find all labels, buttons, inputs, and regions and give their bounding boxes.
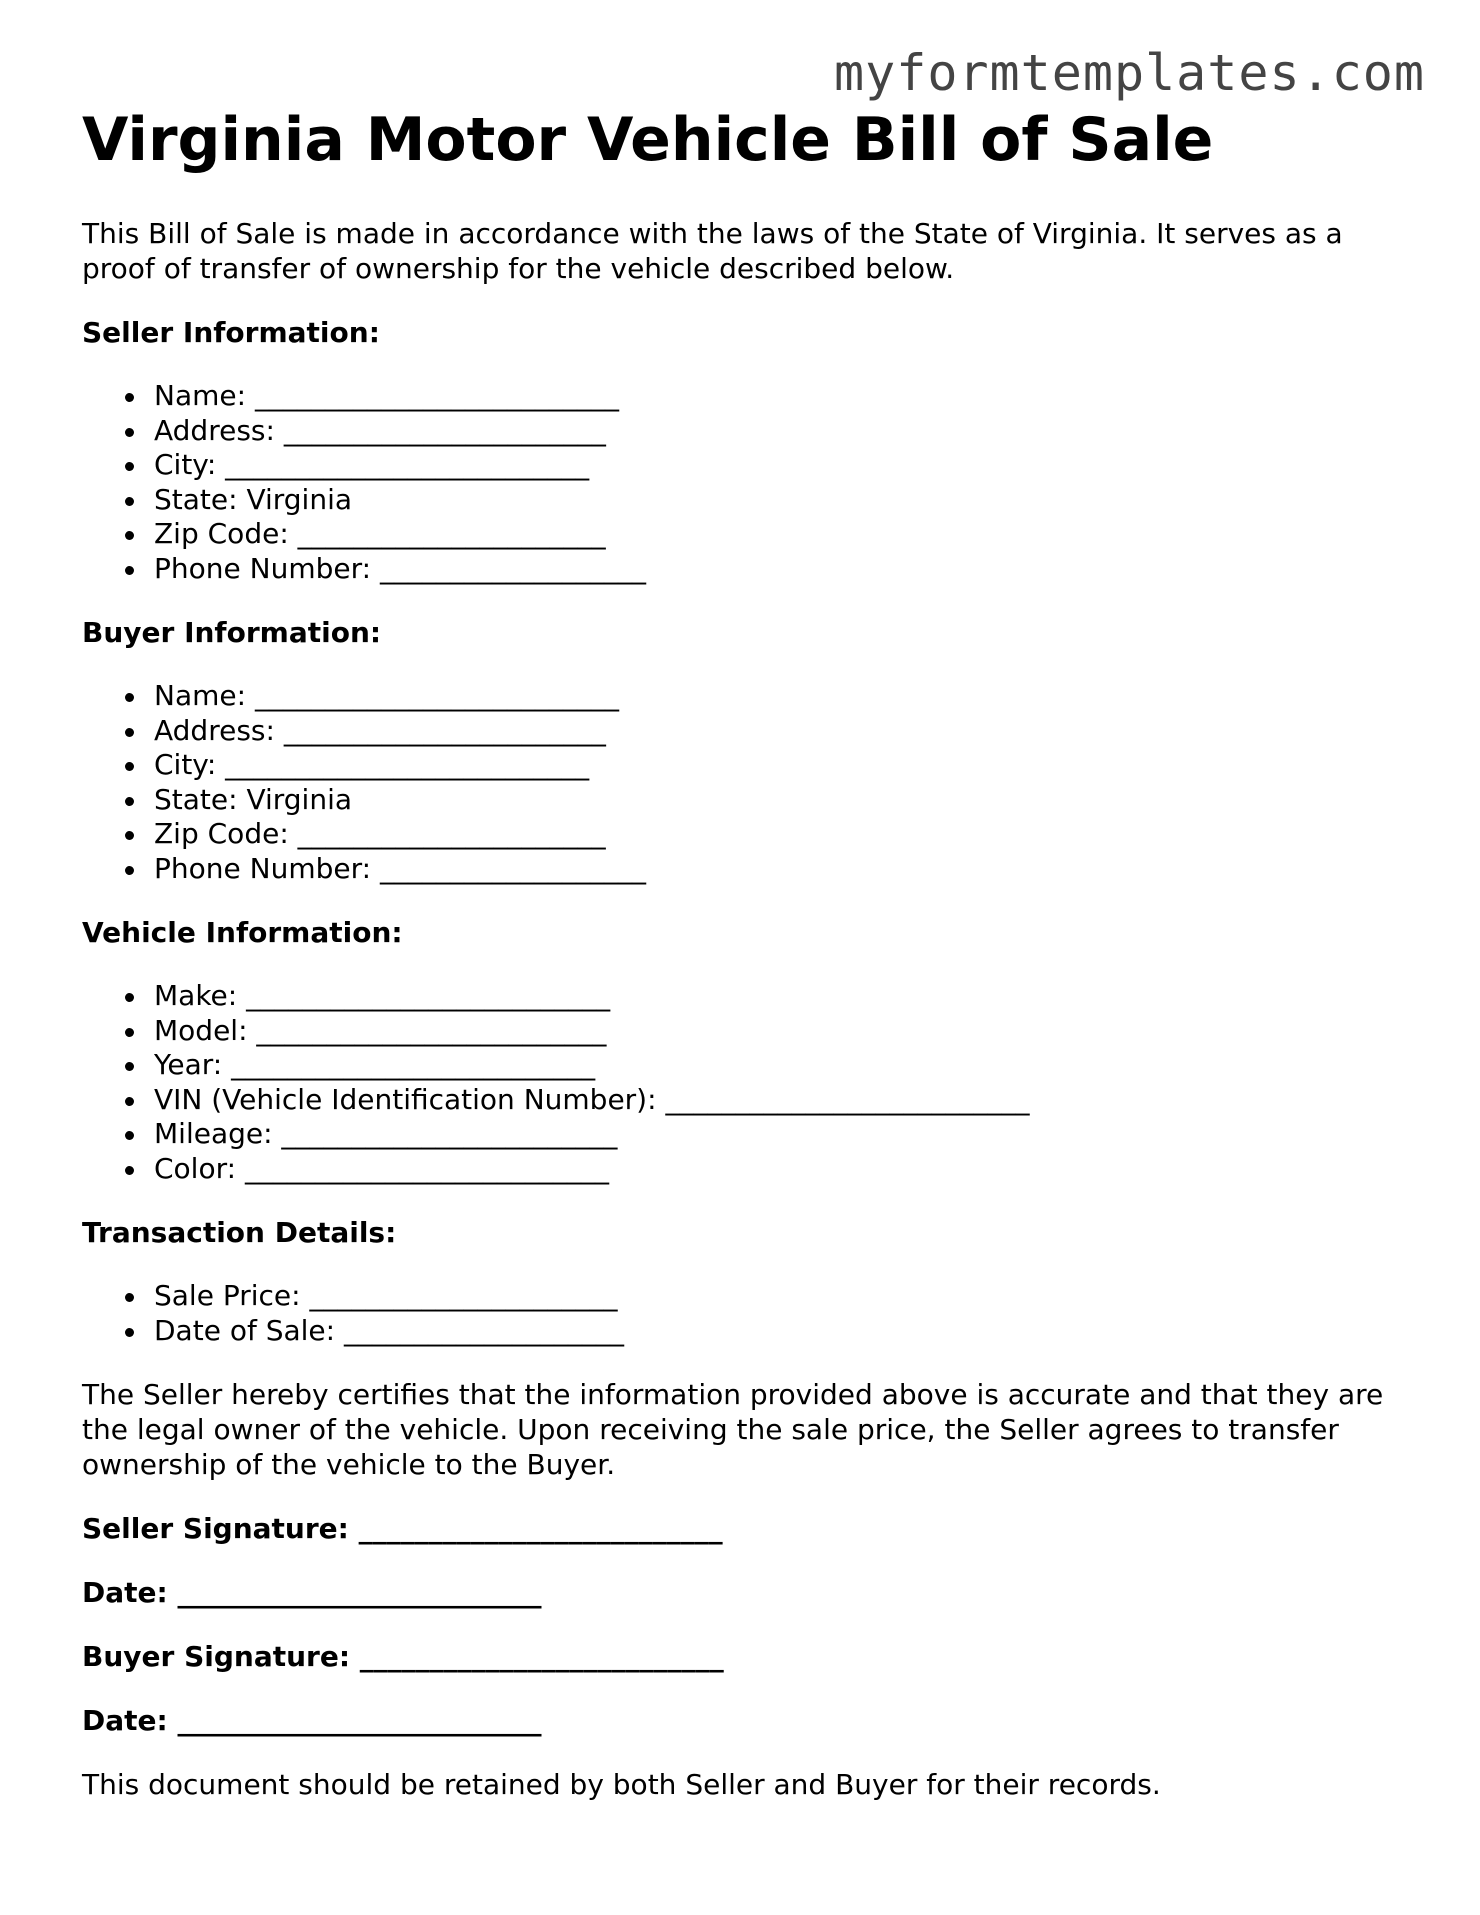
- transaction-section-heading: Transaction Details:: [82, 1216, 397, 1249]
- seller-date-field[interactable]: Date: __________________________: [82, 1576, 542, 1609]
- transaction-fields-list: [82, 1279, 1412, 1348]
- document-title: Virginia Motor Vehicle Bill of Sale: [82, 105, 1214, 175]
- date-of-sale-field[interactable]: Date of Sale: ____________________: [82, 1314, 1412, 1349]
- intro-paragraph: This Bill of Sale is made in accordance with the laws of the State of Virginia. It serves as a proof of transfer of ownership for the vehicle described below.: [82, 217, 1343, 285]
- vehicle-mileage-field[interactable]: Mileage: ________________________: [82, 1117, 1412, 1152]
- vehicle-fields-list: [82, 979, 1412, 1186]
- buyer-fields-list: [82, 679, 1412, 886]
- vehicle-make-field[interactable]: Make: __________________________: [82, 979, 1412, 1014]
- buyer-address-field[interactable]: Address: _______________________: [82, 714, 1412, 749]
- buyer-signature-field[interactable]: Buyer Signature: __________________________: [82, 1640, 724, 1673]
- vehicle-year-field[interactable]: Year: __________________________: [82, 1048, 1412, 1083]
- buyer-phone-field[interactable]: Phone Number: ___________________: [82, 852, 1412, 887]
- seller-signature-field[interactable]: Seller Signature: __________________________: [82, 1512, 723, 1545]
- seller-zip-field[interactable]: Zip Code: ______________________: [82, 517, 1412, 552]
- document-page: [82, 104, 1412, 1802]
- buyer-section-heading: Buyer Information:: [82, 616, 382, 649]
- watermark-text: myformtemplates.com: [834, 44, 1425, 102]
- seller-state-field: State: Virginia: [82, 483, 1412, 518]
- seller-section-heading: Seller Information:: [82, 316, 380, 349]
- buyer-city-field[interactable]: City: __________________________: [82, 748, 1412, 783]
- certification-paragraph: The Seller hereby certifies that the information provided above is accurate and that they are the legal owner of the vehicle. Upon receiving the sale price, the Seller agrees to transfer ownership of the vehicle to the Buyer.: [82, 1378, 1384, 1481]
- sale-price-field[interactable]: Sale Price: ______________________: [82, 1279, 1412, 1314]
- buyer-state-field: State: Virginia: [82, 783, 1412, 818]
- seller-fields-list: [82, 379, 1412, 586]
- closing-note: This document should be retained by both Seller and Buyer for their records.: [82, 1768, 1161, 1801]
- vehicle-section-heading: Vehicle Information:: [82, 916, 403, 949]
- vehicle-model-field[interactable]: Model: _________________________: [82, 1014, 1412, 1049]
- seller-address-field[interactable]: Address: _______________________: [82, 414, 1412, 449]
- buyer-date-field[interactable]: Date: __________________________: [82, 1704, 542, 1737]
- seller-city-field[interactable]: City: __________________________: [82, 448, 1412, 483]
- seller-phone-field[interactable]: Phone Number: ___________________: [82, 552, 1412, 587]
- buyer-zip-field[interactable]: Zip Code: ______________________: [82, 817, 1412, 852]
- vehicle-vin-field[interactable]: VIN (Vehicle Identification Number): __________________________: [82, 1083, 1412, 1118]
- seller-name-field[interactable]: Name: __________________________: [82, 379, 1412, 414]
- vehicle-color-field[interactable]: Color: __________________________: [82, 1152, 1412, 1187]
- buyer-name-field[interactable]: Name: __________________________: [82, 679, 1412, 714]
